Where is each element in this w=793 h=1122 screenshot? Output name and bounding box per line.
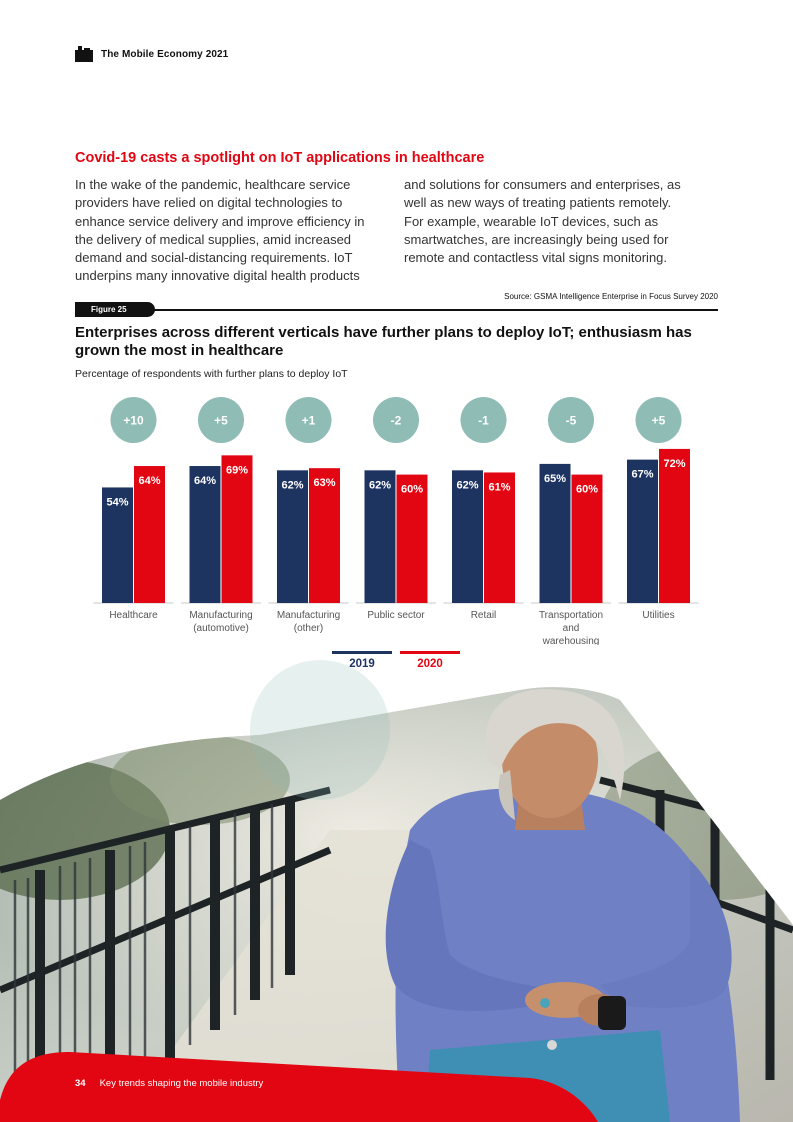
- figure-label: Figure 25: [75, 302, 155, 317]
- category-label: Healthcare: [109, 610, 158, 621]
- category-label: Manufacturing (other): [276, 610, 341, 634]
- figure-source: Source: GSMA Intelligence Enterprise in Focus Survey 2020: [504, 292, 718, 301]
- bar-2019: [627, 460, 658, 603]
- change-label: +5: [651, 413, 666, 428]
- value-label-2020: 72%: [663, 457, 686, 470]
- value-label-2019: 64%: [193, 475, 217, 488]
- bar-2020: [222, 455, 253, 603]
- chart-title: Enterprises across different verticals have further plans to deploy IoT; enthusiasm has grown the most in healthcare: [75, 324, 692, 359]
- value-label-2020: 61%: [488, 481, 511, 494]
- category-label: Manufacturing (automotive): [189, 610, 253, 634]
- change-label: -2: [390, 413, 402, 428]
- value-label-2019: 62%: [281, 479, 304, 492]
- page-number: 34: [75, 1078, 86, 1089]
- gsma-logo-icon: [75, 46, 93, 62]
- value-label-2019: 67%: [631, 468, 654, 481]
- legend-swatch-2019: [332, 651, 392, 654]
- figure-divider: [75, 309, 718, 311]
- legend-swatch-2020: [400, 651, 460, 654]
- publication-title: The Mobile Economy 2021: [101, 48, 229, 60]
- page-header: [75, 46, 228, 62]
- body-text-column-1: In the wake of the pandemic, healthcare service providers have relied on digital technologies to enhance service delivery and improve efficiency in the delivery of medical supplies, amid increased demand and social-distancing requirements. IoT underpins many innovative digital health products: [75, 177, 365, 284]
- value-label-2020: 63%: [313, 477, 336, 490]
- value-label-2019: 65%: [543, 472, 567, 485]
- value-label-2020: 69%: [225, 464, 249, 477]
- value-label-2020: 60%: [575, 483, 599, 496]
- value-label-2019: 62%: [368, 479, 392, 492]
- legend-label-2019: 2019: [349, 658, 375, 670]
- change-label: +10: [123, 413, 144, 428]
- chart-subtitle: Percentage of respondents with further plans to deploy IoT: [75, 368, 348, 380]
- change-label: +1: [301, 413, 316, 428]
- category-label: Transportation and warehousing: [538, 610, 604, 645]
- section-heading: Covid-19 casts a spotlight on IoT applications in healthcare: [75, 150, 485, 166]
- value-label-2019: 62%: [456, 479, 479, 492]
- body-text-column-2: and solutions for consumers and enterprises, as well as new ways of treating patients remotely. For example, wearable IoT devices, such as smartwatches, are increasingly being used for remote and contactless vital signs monitoring.: [404, 177, 681, 266]
- legend-label-2020: 2020: [417, 658, 443, 670]
- footer-text: Key trends shaping the mobile industry: [99, 1078, 264, 1089]
- value-label-2020: 60%: [400, 483, 424, 496]
- bar-chart: [0, 390, 793, 645]
- chart-legend: [332, 651, 460, 670]
- value-label-2020: 64%: [138, 475, 161, 488]
- legend-item-2020: [400, 651, 460, 670]
- category-label: Public sector: [367, 610, 425, 621]
- bar-2020: [659, 449, 690, 603]
- category-label: Retail: [470, 610, 497, 621]
- page-footer: [75, 1078, 263, 1089]
- legend-item-2019: [332, 651, 392, 670]
- category-label: Utilities: [642, 610, 675, 621]
- change-label: -1: [478, 413, 489, 428]
- change-label: +5: [214, 413, 228, 428]
- value-label-2019: 54%: [106, 496, 129, 509]
- change-label: -5: [565, 413, 577, 428]
